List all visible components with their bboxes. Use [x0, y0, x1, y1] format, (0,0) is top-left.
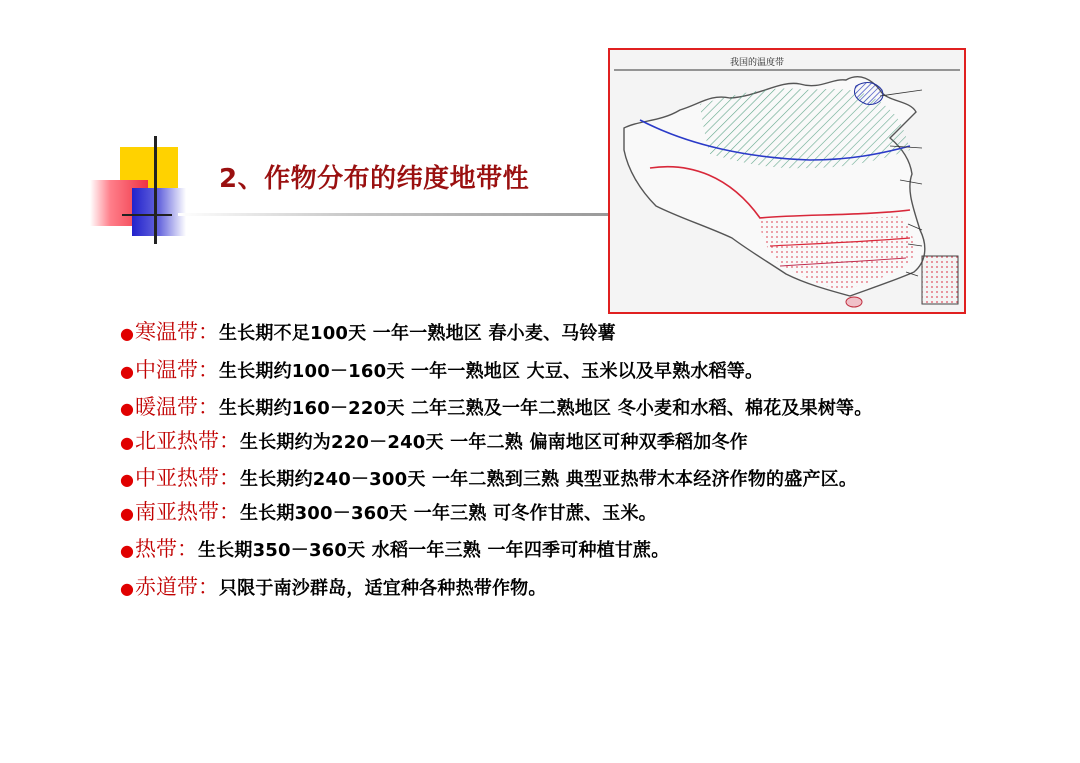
zone-name: 南亚热带： — [134, 499, 240, 524]
logo-blue-block — [132, 188, 186, 236]
list-item — [120, 393, 970, 424]
zone-name: 暖温带： — [134, 395, 219, 419]
list-item — [120, 318, 970, 349]
zone-name: 热带： — [134, 537, 198, 561]
list-item — [120, 573, 970, 604]
bullet-icon: ● — [120, 324, 134, 343]
zone-description: 生长期350－360天 水稻一年三熟 一年四季可种植甘蔗。 — [197, 540, 670, 561]
bullet-icon: ● — [120, 503, 134, 523]
list-item — [120, 498, 970, 529]
zone-name: 赤道带： — [134, 574, 219, 599]
zone-description: 只限于南沙群岛，适宜种各种热带作物。 — [218, 577, 547, 599]
zone-description: 生长期约100－160天 一年一熟地区 大豆、玉米以及早熟水稻等。 — [218, 360, 764, 382]
bullet-icon: ● — [120, 470, 134, 489]
map-caption: 我国的温度带 — [730, 58, 785, 68]
logo-horizontal-line — [122, 214, 172, 216]
zone-name: 中温带： — [134, 357, 219, 382]
temperature-zone-map-image — [608, 48, 966, 314]
zone-description: 生长期约为220－240天 一年二熟 偏南地区可种双季稻加冬作 — [239, 431, 748, 453]
zone-list — [120, 318, 970, 610]
list-item — [120, 427, 970, 458]
bullet-icon: ● — [120, 541, 134, 560]
zone-name: 寒温带： — [134, 320, 219, 344]
zone-name: 北亚热带： — [134, 428, 240, 453]
map-drawing — [610, 50, 964, 312]
bullet-icon: ● — [120, 578, 134, 598]
logo-vertical-line — [154, 136, 157, 244]
list-item — [120, 535, 970, 566]
zone-description: 生长期约160－220天 二年三熟及一年二熟地区 冬小麦和水稻、棉花及果树等。 — [218, 398, 873, 419]
zone-description: 生长期不足100天 一年一熟地区 春小麦、马铃薯 — [218, 323, 616, 344]
title-underline — [178, 213, 608, 216]
list-item — [120, 464, 970, 495]
zone-name: 中亚热带： — [134, 466, 240, 490]
list-item — [120, 356, 970, 387]
zone-description: 生长期300－360天 一年三熟 可冬作甘蔗、玉米。 — [239, 502, 657, 524]
bullet-icon: ● — [120, 432, 134, 452]
zone-description: 生长期约240－300天 一年二熟到三熟 典型亚热带木本经济作物的盛产区。 — [239, 469, 858, 490]
bullet-icon: ● — [120, 361, 134, 381]
bullet-icon: ● — [120, 399, 134, 418]
slide-title: 2、作物分布的纬度地带性 — [219, 164, 530, 194]
